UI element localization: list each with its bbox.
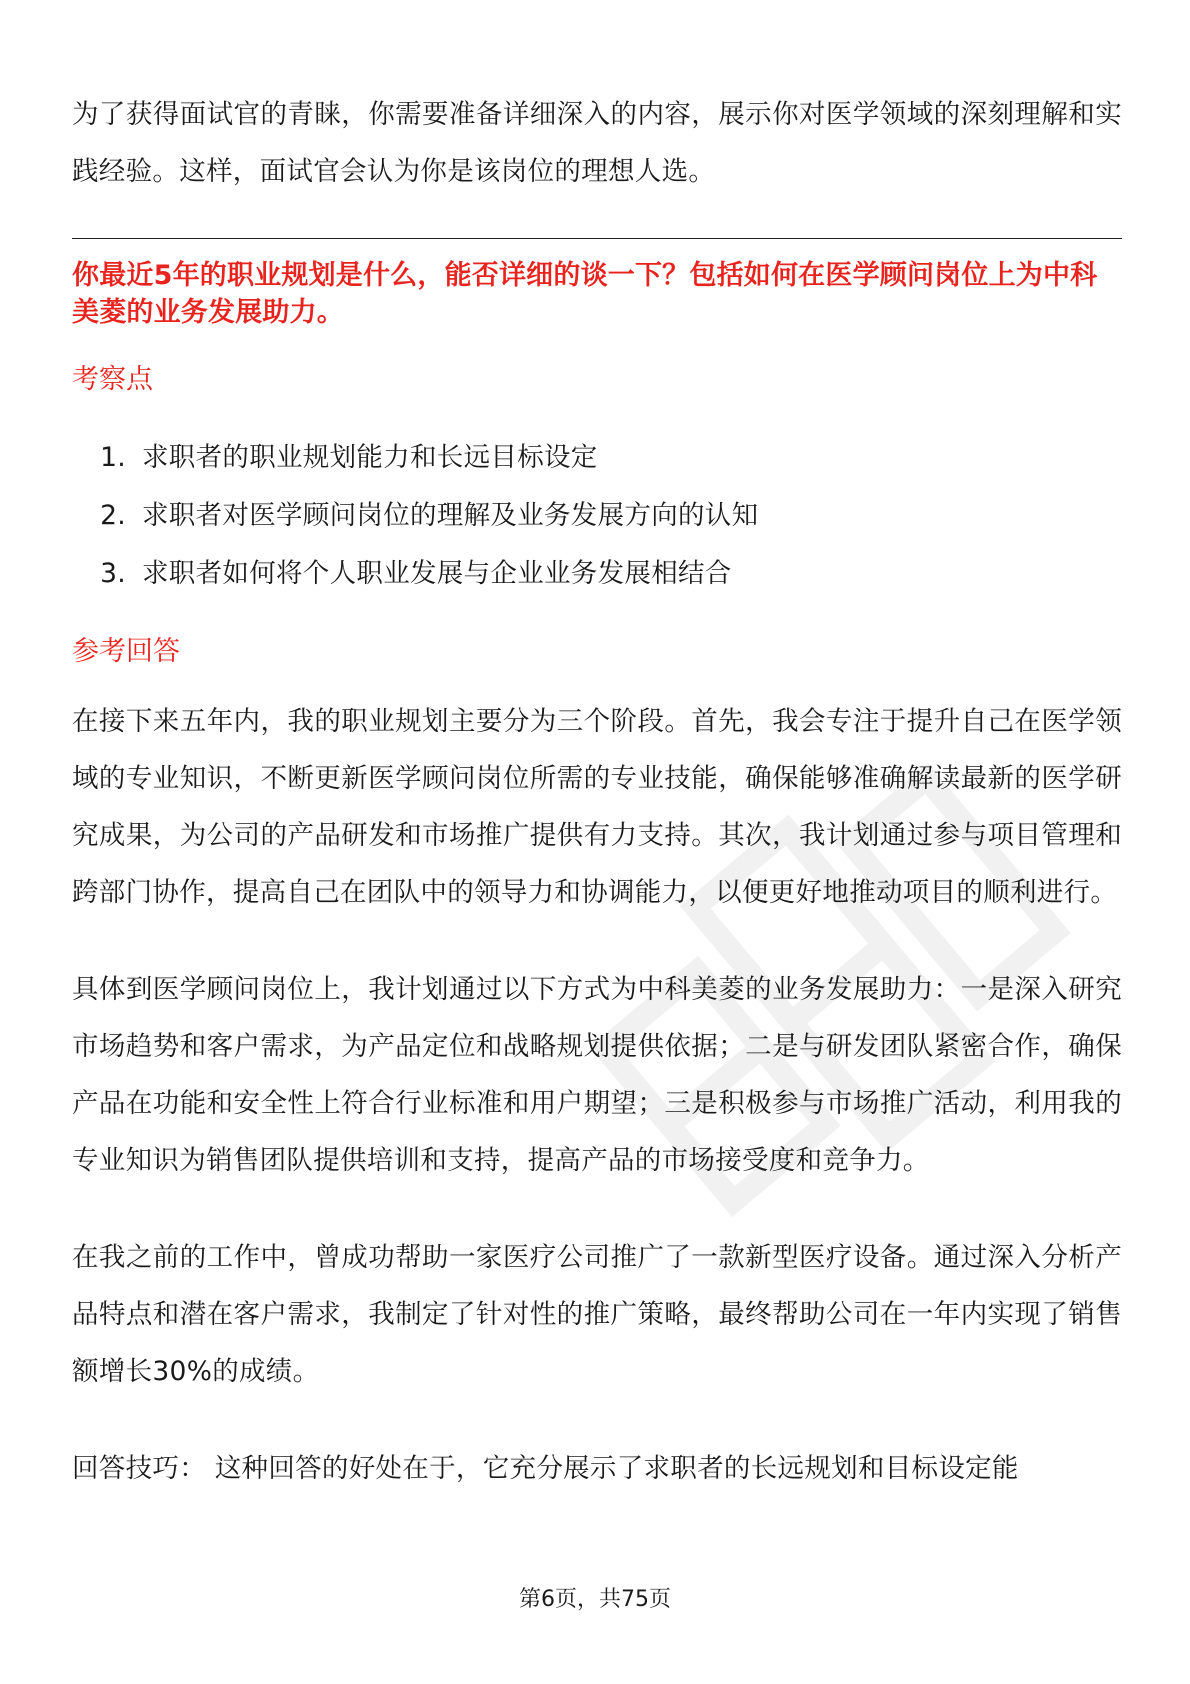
answer-paragraph: 在我之前的工作中，曾成功帮助一家医疗公司推广了一款新型医疗设备。通过深入分析产品特点和潜在客户需求，我制定了针对性的推广策略，最终帮助公司在一年内实现了销售额增长30%的成绩。 [72,1242,1122,1387]
list-item-number: 2. [100,500,126,531]
section-divider [72,238,1122,239]
interview-question: 你最近5年的职业规划是什么，能否详细的谈一下？包括如何在医学顾问岗位上为中科美菱的业务发展助力。 [72,260,1098,328]
list-item [72,429,1122,487]
list-item-number: 1. [100,442,126,473]
page-number: 第6页，共75页 [519,1587,671,1612]
list-item-text: 求职者的职业规划能力和长远目标设定 [142,442,598,473]
answer-tips: 回答技巧： 这种回答的好处在于，它充分展示了求职者的长远规划和目标设定能 [72,1453,1019,1484]
answer-paragraph: 具体到医学顾问岗位上，我计划通过以下方式为中科美菱的业务发展助力：一是深入研究市场趋势和客户需求，为产品定位和战略规划提供依据；二是与研发团队紧密合作，确保产品在功能和安全性上符合行业标准和用户期望；三是积极参与市场推广活动，利用我的专业知识为销售团队提供培训和支持，提高产品的市场接受度和竞争力。 [72,974,1122,1176]
answer-paragraph: 在接下来五年内，我的职业规划主要分为三个阶段。首先，我会专注于提升自己在医学领域的专业知识，不断更新医学顾问岗位所需的专业技能，确保能够准确解读最新的医学研究成果，为公司的产品研发和市场推广提供有力支持。其次，我计划通过参与项目管理和跨部门协作，提高自己在团队中的领导力和协调能力，以便更好地推动项目的顺利进行。 [72,706,1122,908]
assessment-title: 考察点 [72,364,153,395]
answer-title: 参考回答 [72,636,180,667]
assessment-points-list [72,429,1122,603]
list-item-text: 求职者对医学顾问岗位的理解及业务发展方向的认知 [142,500,759,531]
intro-paragraph: 为了获得面试官的青睐，你需要准备详细深入的内容，展示你对医学领域的深刻理解和实践经验。这样，面试官会认为你是该岗位的理想人选。 [72,99,1122,187]
list-item-number: 3. [100,558,126,589]
list-item [72,545,1122,603]
list-item-text: 求职者如何将个人职业发展与企业业务发展相结合 [142,558,732,589]
list-item [72,487,1122,545]
document-page [72,86,1122,1497]
